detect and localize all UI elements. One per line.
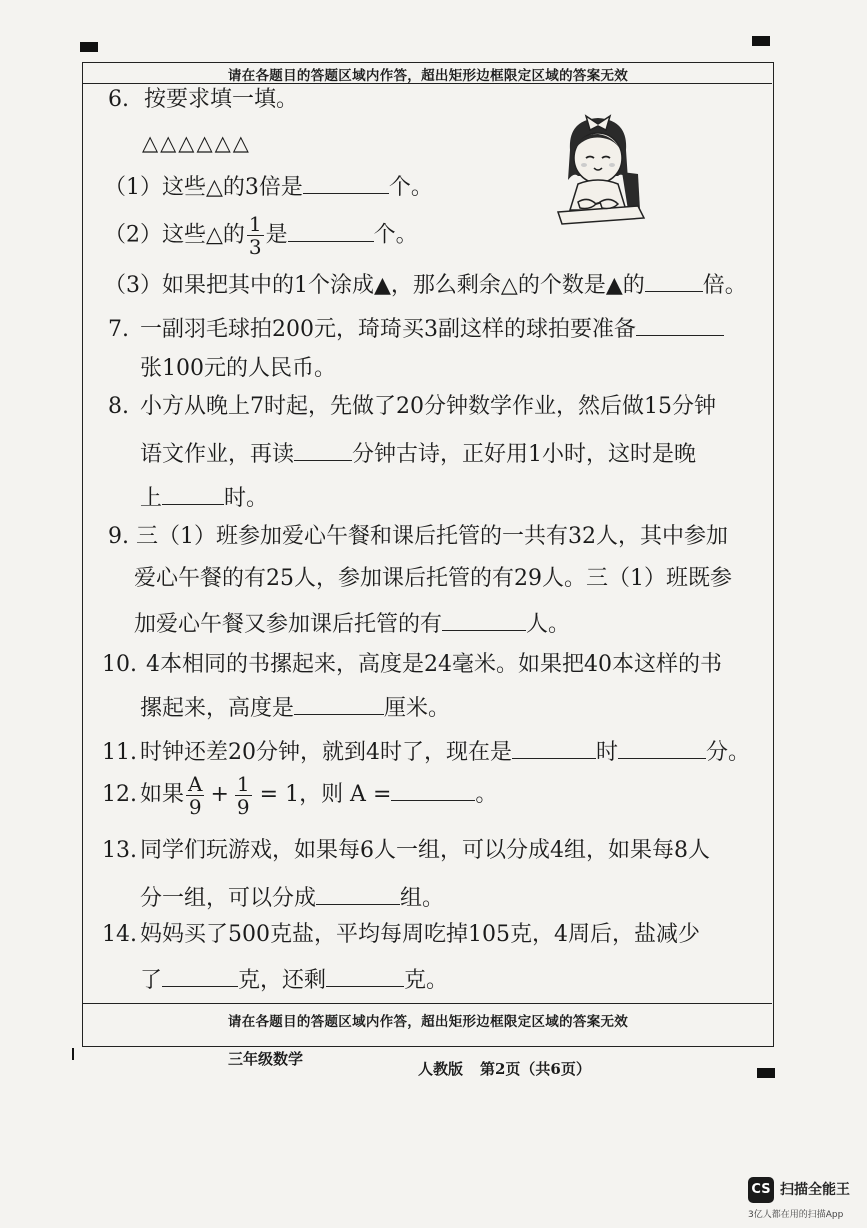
girl-writing-illustration bbox=[548, 110, 648, 230]
part-text-mid: 是 bbox=[265, 222, 288, 248]
question-text: 按要求填一填。 bbox=[144, 87, 299, 112]
fraction-a-over-9 bbox=[186, 773, 204, 818]
question-10-line-1 bbox=[102, 650, 722, 680]
scanner-app-logo bbox=[748, 1177, 852, 1221]
question-number: 7. bbox=[108, 317, 129, 342]
question-text: 上 bbox=[140, 486, 163, 511]
answer-blank[interactable] bbox=[294, 690, 384, 715]
question-number: 6. bbox=[108, 87, 129, 112]
plus-sign: + bbox=[210, 782, 229, 807]
cs-logo-icon: CS bbox=[748, 1177, 774, 1203]
question-number: 10. bbox=[102, 652, 137, 677]
question-text-end: 克。 bbox=[404, 968, 449, 993]
question-number: 12. bbox=[102, 782, 137, 807]
question-8-line-2 bbox=[140, 436, 696, 470]
fraction-denominator: 9 bbox=[188, 794, 202, 819]
question-text: 如果 bbox=[140, 782, 185, 807]
question-number: 8. bbox=[108, 394, 129, 419]
question-text: 一副羽毛球拍200元，琦琦买3副这样的球拍要准备 bbox=[140, 317, 636, 342]
fraction-numerator: A bbox=[188, 771, 203, 796]
question-7-line-2: 张100元的人民币。 bbox=[140, 356, 336, 381]
part-text-end: 倍。 bbox=[702, 273, 747, 298]
part-text: （1）这些△的3倍是 bbox=[104, 175, 303, 200]
answer-blank[interactable] bbox=[636, 311, 724, 336]
question-9-line-2: 爱心午餐的有25人，参加课后托管的有29人。三（1）班既参 bbox=[134, 566, 732, 591]
scanner-app-tagline: 3亿人都在用的扫描App bbox=[748, 1210, 844, 1220]
question-text-mid: = 1，则 A = bbox=[259, 782, 392, 807]
question-6-part-1 bbox=[104, 169, 433, 203]
question-text-end: 厘米。 bbox=[384, 696, 451, 721]
question-number: 13. bbox=[102, 838, 137, 863]
part-text: （2）这些△的 bbox=[104, 222, 245, 248]
question-7-line-1 bbox=[108, 311, 724, 345]
question-number: 11. bbox=[102, 740, 137, 765]
question-text: 妈妈买了500克盐，平均每周吃掉105克，4周后，盐减少 bbox=[140, 922, 700, 947]
question-9-line-3 bbox=[134, 606, 570, 640]
footer-subject: 三年级数学 bbox=[228, 1050, 304, 1068]
registration-mark-top-left bbox=[80, 42, 98, 52]
question-8-line-1 bbox=[108, 392, 716, 422]
footer-page-number: 第2页（共6页） bbox=[480, 1060, 591, 1078]
answer-blank[interactable] bbox=[294, 436, 352, 461]
question-text: 小方从晚上7时起，先做了20分钟数学作业，然后做15分钟 bbox=[140, 394, 716, 419]
question-12 bbox=[102, 772, 497, 818]
answer-blank[interactable] bbox=[645, 267, 703, 292]
question-text-end: 。 bbox=[475, 782, 498, 807]
question-11 bbox=[102, 734, 750, 768]
question-text-end: 组。 bbox=[400, 886, 445, 911]
scanner-app-name: 扫描全能王 bbox=[780, 1182, 850, 1198]
question-text: 分一组，可以分成 bbox=[140, 886, 317, 911]
part-text-end: 个。 bbox=[388, 175, 433, 200]
answer-blank[interactable] bbox=[316, 880, 400, 905]
footer-divider bbox=[82, 1003, 772, 1004]
fraction-denominator: 3 bbox=[248, 235, 262, 259]
question-14-line-2 bbox=[140, 962, 448, 996]
answer-blank[interactable] bbox=[303, 169, 389, 194]
question-6-part-3 bbox=[104, 267, 747, 301]
notice-bottom: 请在各题目的答题区域内作答，超出矩形边框限定区域的答案无效 bbox=[227, 1014, 629, 1030]
fraction-numerator: 1 bbox=[248, 212, 262, 236]
question-13-line-2 bbox=[140, 880, 444, 914]
question-8-line-3 bbox=[140, 480, 268, 514]
question-text-mid: 时 bbox=[596, 740, 619, 765]
fraction-one-third bbox=[247, 213, 264, 258]
question-text-end: 时。 bbox=[224, 486, 269, 511]
answer-blank[interactable] bbox=[442, 606, 526, 631]
question-10-line-2 bbox=[140, 690, 450, 724]
registration-mark-left-tick bbox=[72, 1048, 74, 1060]
question-text: 三（1）班参加爱心午餐和课后托管的一共有32人，其中参加 bbox=[136, 524, 728, 549]
answer-blank-minute[interactable] bbox=[618, 734, 706, 759]
question-text: 4本相同的书摞起来，高度是24毫米。如果把40本这样的书 bbox=[146, 652, 722, 677]
answer-blank-remaining[interactable] bbox=[326, 962, 404, 987]
question-number: 14. bbox=[102, 922, 137, 947]
answer-blank[interactable] bbox=[391, 776, 475, 801]
notice-top: 请在各题目的答题区域内作答，超出矩形边框限定区域的答案无效 bbox=[227, 68, 629, 84]
question-text-end: 人。 bbox=[526, 612, 571, 637]
question-text-mid: 克，还剩 bbox=[238, 968, 327, 993]
question-number: 9. bbox=[108, 524, 129, 549]
answer-blank-hour[interactable] bbox=[512, 734, 596, 759]
part-text: （3）如果把其中的1个涂成▲，那么剩余△的个数是▲的 bbox=[104, 273, 645, 298]
part-text-end: 个。 bbox=[373, 222, 418, 248]
question-text: 语文作业，再读 bbox=[140, 442, 295, 467]
registration-mark-top-right bbox=[752, 36, 770, 46]
question-text-end: 分钟古诗，正好用1小时，这时是晚 bbox=[352, 442, 697, 467]
question-14-line-1 bbox=[102, 920, 700, 950]
question-13-line-1 bbox=[102, 836, 710, 866]
fraction-numerator: 1 bbox=[236, 771, 250, 796]
answer-blank-reduced[interactable] bbox=[162, 962, 238, 987]
registration-mark-bottom-right bbox=[757, 1068, 775, 1078]
question-text: 加爱心午餐又参加课后托管的有 bbox=[134, 612, 443, 637]
answer-blank[interactable] bbox=[162, 480, 224, 505]
question-text: 同学们玩游戏，如果每6人一组，可以分成4组，如果每8人 bbox=[140, 838, 710, 863]
fraction-denominator: 9 bbox=[236, 794, 250, 819]
question-text: 摞起来，高度是 bbox=[140, 696, 295, 721]
question-text: 了 bbox=[140, 968, 163, 993]
triangle-row: △△△△△△ bbox=[142, 131, 251, 155]
question-text: 时钟还差20分钟，就到4时了，现在是 bbox=[140, 740, 512, 765]
question-6 bbox=[108, 85, 298, 115]
question-6-part-2 bbox=[104, 213, 418, 258]
answer-blank[interactable] bbox=[288, 217, 374, 242]
question-text-end: 分。 bbox=[706, 740, 751, 765]
question-9-line-1 bbox=[108, 522, 728, 552]
footer-edition: 人教版 bbox=[418, 1060, 464, 1078]
fraction-one-ninth bbox=[235, 773, 252, 818]
